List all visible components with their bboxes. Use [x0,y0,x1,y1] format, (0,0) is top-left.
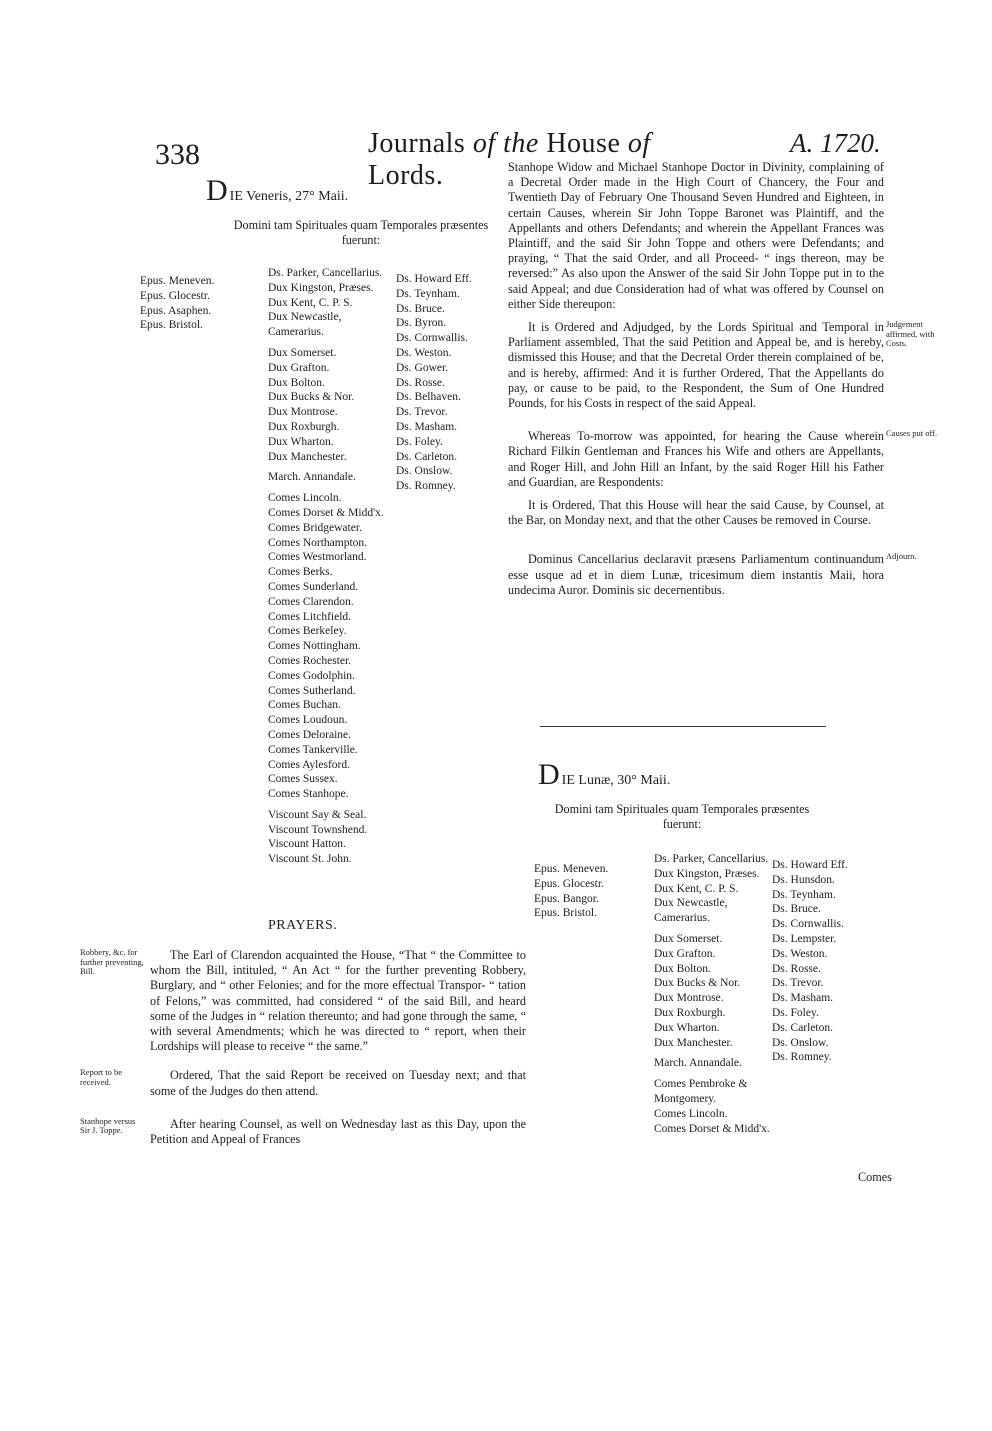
page-title: Journals of the House of Lords. [368,128,651,191]
lord-entry: Dux Kingston, Præses. [268,281,374,294]
lord-entry: Comes Nottingham. [268,640,361,653]
baron-entry: Ds. Howard Eff. [772,859,848,871]
lord-entry: Comes Pembroke & Montgomery. [654,1078,748,1105]
baron-entry: Ds. Bruce. [772,903,821,916]
margin-note: Robbery, &c. for further preventing, Bill. [80,947,144,976]
baron-entry: Ds. Weston. [396,346,452,359]
lord-entry: Comes Stanhope. [268,788,349,801]
baron-entry: Ds. Gower. [396,361,449,374]
bishop-entry: Epus. Asaphen. [140,304,212,317]
lord-entry: Dux Kent, C. P. S. [654,882,739,895]
lord-entry: Dux Kingston, Præses. [654,867,760,880]
baron-entry: Ds. Howard Eff. [396,273,472,285]
bishop-entry: Epus. Bristol. [140,319,203,332]
entry [508,551,917,598]
baron-entry: Ds. Carleton. [772,1021,834,1034]
lord-entry: Comes Dorset & Midd'x. [268,506,384,519]
lord-entry: Comes Tankerville. [268,743,358,756]
lord-entry: Dux Kent, C. P. S. [268,296,353,309]
margin-note: Adjourn. [886,551,917,562]
bishop-entry: Epus. Meneven. [534,863,609,875]
catchword: Comes [858,1170,892,1184]
left-sections [80,947,526,1155]
lord-entry: Viscount Townshend. [268,823,368,836]
entry [80,1115,526,1147]
entry [508,319,935,411]
entry [80,1067,526,1098]
entry-text: It is Ordered, That this House will hear the said Cause, by Counsel, at the Bar, on Monday next, and that the other Causes be removed in Course. [508,498,884,528]
lord-entry: Dux Roxburgh. [654,1006,726,1019]
baron-entry: Ds. Teynham. [396,287,460,300]
entry-text: Dominus Cancellarius declaravit præsens Parliamentum continuandum esse usque ad et in diem Lunæ, tricesimum diem instantis Maii, hora undecima Auror. Dominis sic decernentibus. [508,552,884,597]
baron-entry: Ds. Belhaven. [396,391,461,404]
baron-entry: Ds. Foley. [772,1006,819,1019]
entry-text: Ordered, That the said Report be received on Tuesday next; and that some of the Judges do then attend. [150,1068,526,1098]
lord-entry: Comes Dorset & Midd'x. [654,1122,770,1135]
entry [80,947,526,1054]
year: A. 1720. [790,128,881,158]
lord-entry: Dux Grafton. [654,947,716,960]
margin-note: Judgement affirmed, with Costs. [886,319,935,349]
lord-entry: Comes Berkeley. [268,625,347,638]
lord-entry: Dux Manchester. [268,450,347,463]
bishop-entry: Epus. Bristol. [534,907,597,920]
margin-note: Stanhope versus Sir J. Toppe. [80,1115,136,1136]
baron-entry: Ds. Masham. [396,420,458,433]
day1-barons-list [396,272,472,494]
entry-text: Stanhope Widow and Michael Stanhope Doctor in Divinity, complaining of a Decretal Order made in the High Court of Chancery, the Four and Twentieth Day of February One Thousand Seven Hundred and Eighteen, in certain Causes, wherein Sir John Toppe Baronet was Plaintiff, and the Appellants and others Defendants; and wherein the Appellant Frances was Plaintiff, and the said Sir John Toppe and others were Defendants; and praying, “ That the said Order, and all Proceed- “ ings thereon, may be reversed:” As also upon the Answer of the said Sir John Toppe put in to the said Appeal; and due Consideration had of what was offered by Counsel on either Side thereupon: [508,160,884,311]
lord-entry: Dux Bucks & Nor. [654,977,741,990]
margin-note: Causes put off. [886,428,938,439]
day2-barons-list [772,858,848,1065]
baron-entry: Ds. Trevor. [396,406,448,419]
lord-entry: Comes Buchan. [268,699,341,712]
lord-entry: Viscount Hatton. [268,838,346,851]
entry-text: After hearing Counsel, as well on Wednesday last as this Day, upon the Petition and Appeal of Frances [150,1116,526,1147]
entry [508,160,884,312]
baron-entry: Ds. Cornwallis. [396,332,468,345]
lord-entry: Comes Bridgewater. [268,521,362,534]
baron-entry: Ds. Rosse. [396,376,445,389]
entry [508,428,938,490]
divider [540,726,826,727]
lord-entry: Dux Roxburgh. [268,420,340,433]
lord-entry: Comes Loudoun. [268,714,348,727]
baron-entry: Ds. Rosse. [772,962,821,975]
lord-entry: Ds. Parker, Cancellarius. [268,267,383,279]
baron-entry: Ds. Carleton. [396,450,458,463]
day2-heading: DIE Lunæ, 30° Maii. [538,758,671,791]
lord-entry: Comes Sussex. [268,773,338,786]
baron-entry: Ds. Weston. [772,947,828,960]
margin-note: Report to be received. [80,1067,123,1087]
lord-entry: Comes Deloraine. [268,728,352,741]
lord-entry: Dux Wharton. [654,1021,720,1034]
lord-entry: Dux Montrose. [268,406,338,419]
lord-entry: Dux Bolton. [268,376,325,389]
bishop-entry: Epus. Glocestr. [140,289,210,302]
day1-bishops-list [140,274,214,333]
baron-entry: Ds. Byron. [396,317,447,330]
lord-entry: Dux Somerset. [654,932,723,945]
lord-entry: Comes Aylesford. [268,758,350,771]
day2-lords-list [654,852,772,1136]
baron-entry: Ds. Hunsdon. [772,873,835,886]
lord-entry: Comes Westmorland. [268,551,367,564]
baron-entry: Ds. Masham. [772,992,834,1005]
day2-bishops-list [534,862,608,921]
lord-entry: Dux Montrose. [654,992,724,1005]
bishop-entry: Epus. Bangor. [534,892,599,905]
baron-entry: Ds. Bruce. [396,302,445,315]
baron-entry: Ds. Romney. [772,1051,832,1064]
prayers-heading: PRAYERS. [268,918,338,933]
entry-text: It is Ordered and Adjudged, by the Lords Spiritual and Temporal in Parliament assembled, That the said Petition and Appeal be, and is hereby, dismissed this House; and that the Decretal Order therein complained of be, and is hereby, affirmed: And it is further Ordered, That the Appellants do pay, or cause to be paid, to the Respondent, the Sum of One Hundred Pounds, for his Costs in respect of the said Appeal. [508,320,884,411]
bishop-entry: Epus. Glocestr. [534,877,604,890]
lord-entry: Comes Godolphin. [268,669,355,682]
baron-entry: Ds. Romney. [396,480,456,493]
lord-entry: Dux Somerset. [268,346,337,359]
baron-entry: Ds. Foley. [396,435,443,448]
entry [508,498,884,528]
lord-entry: Ds. Parker, Cancellarius. [654,853,769,865]
lord-entry: Dux Manchester. [654,1036,733,1049]
day2-present: Domini tam Spirituales quam Temporales præsentes fuerunt: [554,802,810,831]
baron-entry: Ds. Teynham. [772,888,836,901]
lord-entry: Comes Sunderland. [268,580,359,593]
baron-entry: Ds. Lempster. [772,932,837,945]
lord-entry: Dux Wharton. [268,435,334,448]
lord-entry: Viscount Say & Seal. [268,808,367,821]
entry-text: Whereas To-morrow was appointed, for hearing the Cause wherein Richard Filkin Gentleman and Frances his Wife and others are Appellants, and Roger Hill, and John Hill an Infant, by the said Roger Hill his Father and Guardian, are Respondents: [508,429,884,489]
lord-entry: Comes Litchfield. [268,610,352,623]
lord-entry: Comes Sutherland. [268,684,356,697]
entry-text: The Earl of Clarendon acquainted the House, “That “ the Committee to whom the Bill, intituled, “ An Act “ for the further preventing Robbery, Burglary, and “ other Felonies; and for the more effectual Transpor- “ tation of Felons,” was committed, had considered “ of the said Bill, and heard some of the Judges in “ relation thereunto; and had gone through the same, “ with several Amendments; which he was directed to “ report, when their Lordships will please to receive “ the same.” [150,948,526,1054]
day1-heading: DIE Veneris, 27° Maii. [206,174,349,207]
baron-entry: Ds. Onslow. [772,1036,829,1049]
bishop-entry: Epus. Meneven. [140,275,215,287]
day1-lords-list [268,266,392,867]
lord-entry: Viscount St. John. [268,853,352,866]
lord-entry: March. Annandale. [268,471,356,484]
lord-entry: Comes Northampton. [268,536,368,549]
lord-entry: Comes Rochester. [268,654,352,667]
page-number: 338 [155,138,200,171]
lord-entry: Comes Lincoln. [268,492,342,505]
baron-entry: Ds. Onslow. [396,465,453,478]
lord-entry: Comes Lincoln. [654,1107,728,1120]
lord-entry: Dux Newcastle, Camerarius. [268,311,342,339]
lord-entry: Comes Berks. [268,566,333,579]
baron-entry: Ds. Cornwallis. [772,918,844,931]
lord-entry: Dux Newcastle, Camerarius. [654,897,728,925]
lord-entry: Dux Grafton. [268,361,330,374]
baron-entry: Ds. Trevor. [772,977,824,990]
lord-entry: Dux Bolton. [654,962,711,975]
lord-entry: March. Annandale. [654,1057,742,1070]
day1-present: Domini tam Spirituales quam Temporales præsentes fuerunt: [233,218,489,247]
right-sections [508,160,938,606]
lord-entry: Comes Clarendon. [268,595,354,608]
lord-entry: Dux Bucks & Nor. [268,391,355,404]
